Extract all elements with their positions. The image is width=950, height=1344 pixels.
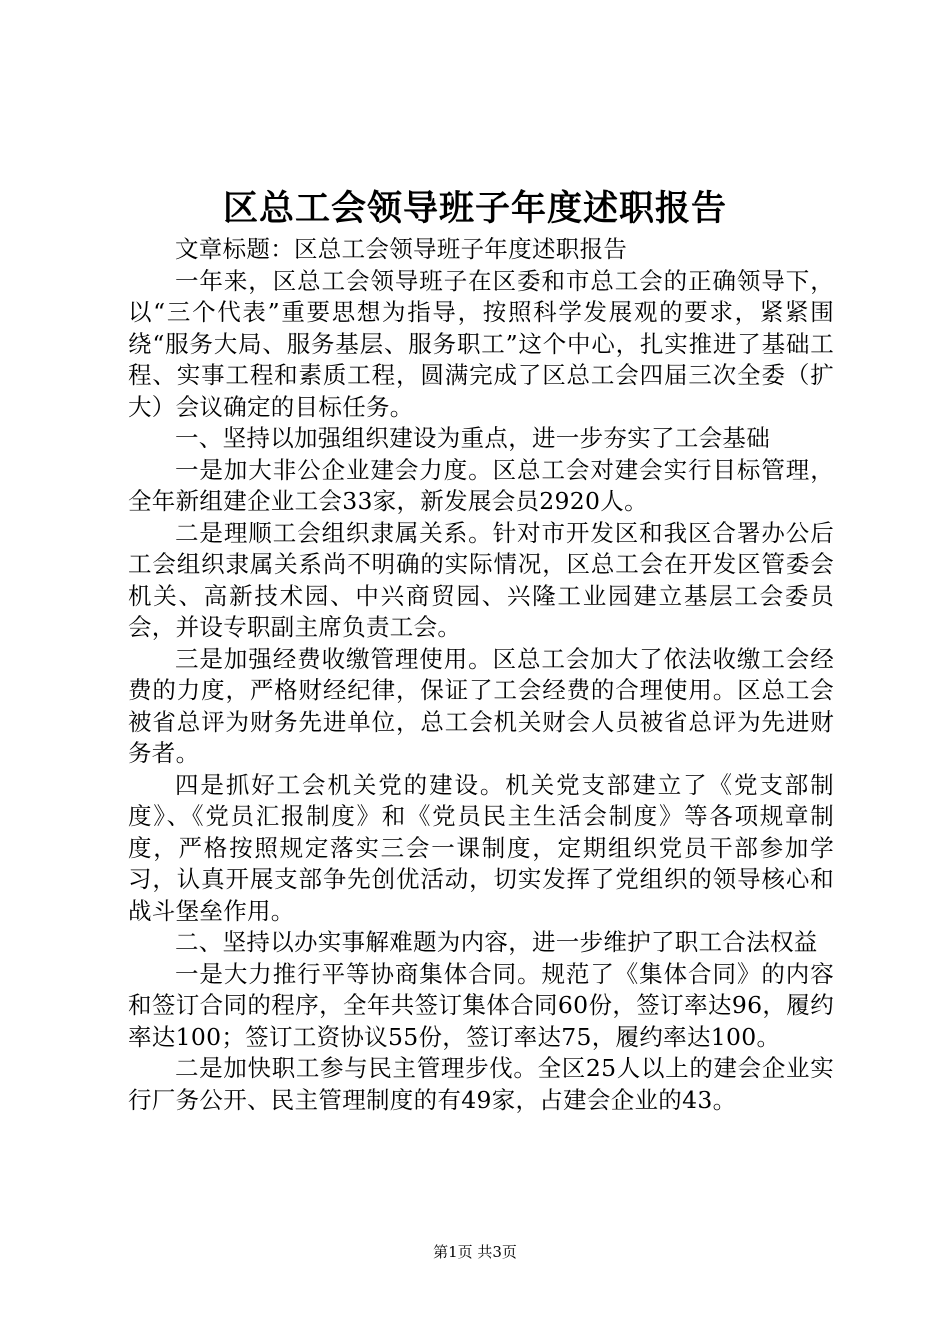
paragraph: 二是加快职工参与民主管理步伐。全区25人以上的建会企业实行厂务公开、民主管理制度的有49家，占建会企业的43。 [128, 1054, 834, 1114]
page-number: 第1页 [433, 1243, 473, 1261]
document-title: 区总工会领导班子年度述职报告 [222, 188, 727, 229]
page-total: 共3页 [477, 1243, 517, 1261]
paragraph-article-title: 文章标题：区总工会领导班子年度述职报告 [175, 235, 628, 263]
document-body [128, 234, 834, 1116]
paragraph: 三是加强经费收缴管理使用。区总工会加大了依法收缴工会经费的力度，严格财经纪律，保证了工会经费的合理使用。区总工会被省总评为财务先进单位，总工会机关财会人员被省总评为先进财务者。 [128, 644, 834, 767]
paragraph: 四是抓好工会机关党的建设。机关党支部建立了《党支部制度》、《党员汇报制度》和《党员民主生活会制度》等各项规章制度，严格按照规定落实三会一课制度，定期组织党员干部参加学习，认真开展支部争先创优活动，切实发挥了党组织的领导核心和战斗堡垒作用。 [128, 770, 834, 925]
section-heading-1: 一、坚持以加强组织建设为重点，进一步夯实了工会基础 [175, 424, 770, 452]
paragraph: 一是大力推行平等协商集体合同。规范了《集体合同》的内容和签订合同的程序，全年共签订集体合同60份，签订率达96，履约率达100；签订工资协议55份，签订率达75，履约率达100。 [128, 959, 834, 1051]
section-heading-2: 二、坚持以办实事解难题为内容，进一步维护了职工合法权益 [175, 928, 818, 956]
page-footer [0, 1242, 950, 1262]
paragraph: 二是理顺工会组织隶属关系。针对市开发区和我区合署办公后工会组织隶属关系尚不明确的实际情况，区总工会在开发区管委会机关、高新技术园、中兴商贸园、兴隆工业园建立基层工会委员会，并设专职副主席负责工会。 [128, 518, 834, 641]
paragraph-intro: 一年来，区总工会领导班子在区委和市总工会的正确领导下，以“三个代表”重要思想为指导，按照科学发展观的要求，紧紧围绕“服务大局、服务基层、服务职工”这个中心，扎实推进了基础工程、实事工程和素质工程，圆满完成了区总工会四届三次全委（扩大）会议确定的目标任务。 [128, 266, 834, 421]
paragraph: 一是加大非公企业建会力度。区总工会对建会实行目标管理，全年新组建企业工会33家，新发展会员2920人。 [128, 455, 834, 515]
